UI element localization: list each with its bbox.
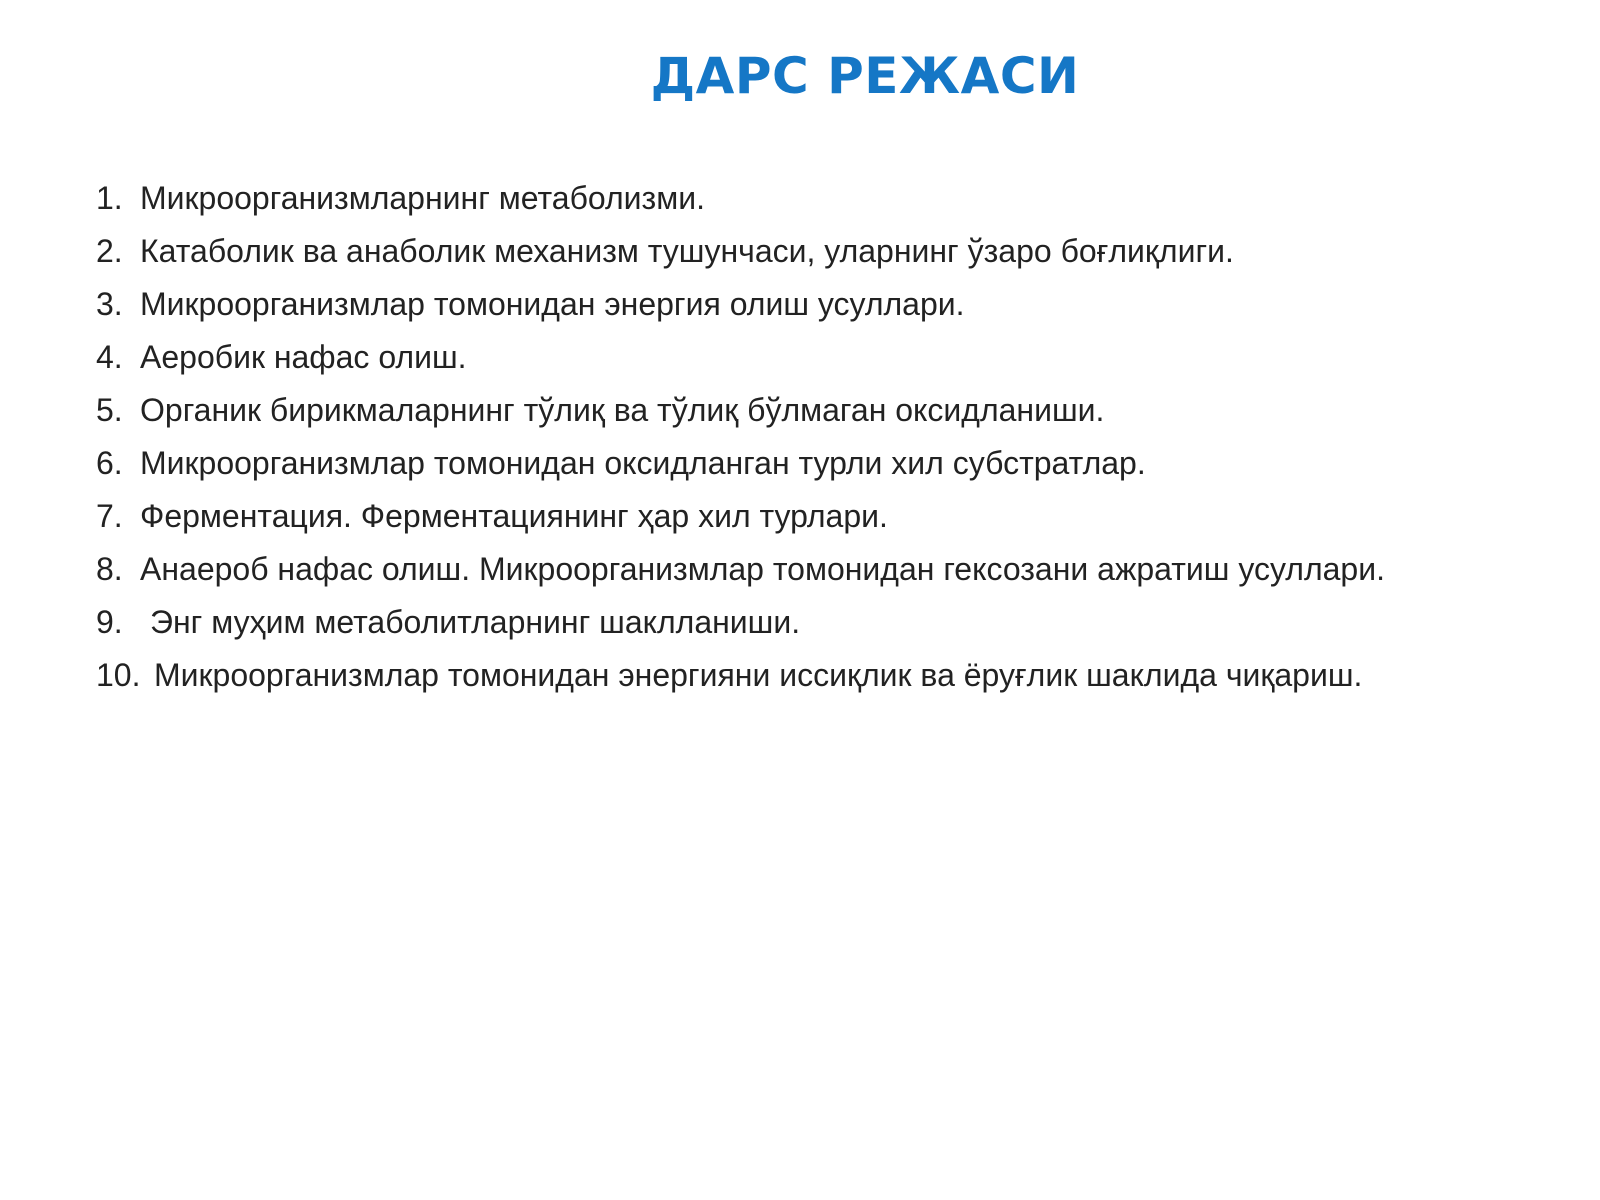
item-number: 8. — [96, 551, 123, 587]
item-text: Микроорганизмлар томонидан оксидланган турли хил субстратлар. — [140, 445, 1146, 481]
item-number: 7. — [96, 498, 123, 534]
list-item — [96, 225, 1556, 278]
item-text: Катаболик ва анаболик механизм тушунчаси, уларнинг ўзаро боғлиқлиги. — [140, 233, 1234, 269]
item-text: Микроорганизмларнинг метаболизми. — [140, 180, 705, 216]
item-number: 4. — [96, 339, 123, 375]
item-number: 6. — [96, 445, 123, 481]
item-text: Анаероб нафас олиш. Микроорганизмлар томонидан гексозани ажратиш усуллари. — [140, 551, 1385, 587]
item-number: 1. — [96, 180, 123, 216]
item-text: Ферментация. Ферментациянинг ҳар хил турлари. — [140, 498, 888, 534]
item-text: Аеробик нафас олиш. — [140, 339, 467, 375]
item-text: Микроорганизмлар томонидан энергияни иссиқлик ва ёруғлик шаклида чиқариш. — [154, 657, 1363, 693]
item-number: 5. — [96, 392, 123, 428]
item-text: Микроорганизмлар томонидан энергия олиш усуллари. — [140, 286, 965, 322]
list-item — [96, 172, 1556, 225]
list-item — [96, 384, 1556, 437]
list-item — [96, 596, 1556, 649]
list-item — [96, 490, 1556, 543]
item-text: Энг муҳим метаболитларнинг шаклланиши. — [150, 604, 801, 640]
item-number: 2. — [96, 233, 123, 269]
item-number: 3. — [96, 286, 123, 322]
item-number: 9. — [96, 604, 123, 640]
lesson-plan-list — [96, 172, 1556, 702]
item-number: 10. — [96, 657, 141, 693]
item-text: Органик бирикмаларнинг тўлиқ ва тўлиқ бўлмаган оксидланиши. — [140, 392, 1105, 428]
list-item — [96, 331, 1556, 384]
slide-title: ДАРС РЕЖАСИ — [650, 47, 1080, 105]
list-item — [96, 437, 1556, 490]
list-item — [96, 543, 1556, 596]
list-item — [96, 278, 1556, 331]
list-item — [96, 649, 1556, 702]
